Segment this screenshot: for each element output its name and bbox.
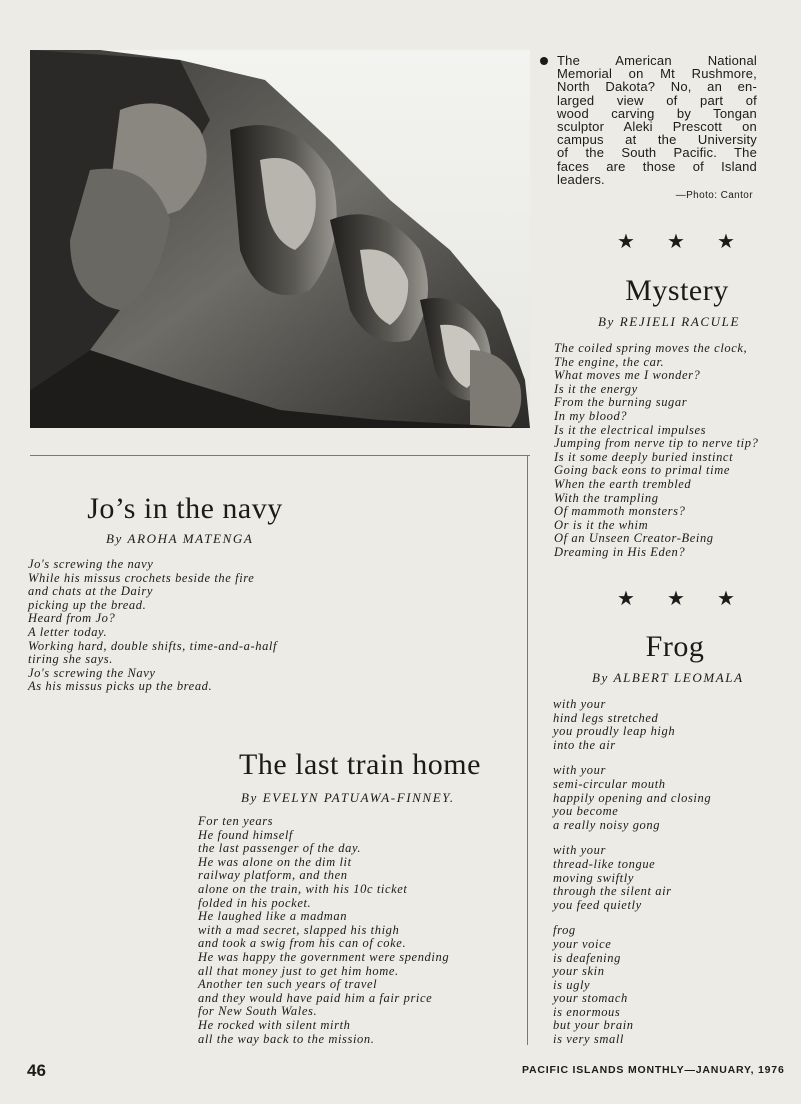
- poem-line: picking up the bread.: [28, 597, 147, 612]
- poem-line: For ten years: [198, 814, 274, 828]
- publication-footer: PACIFIC ISLANDS MONTHLY—JANUARY, 1976: [522, 1064, 785, 1076]
- poem-line: is very small: [553, 1032, 624, 1047]
- poem-stanza: [553, 764, 711, 832]
- poem-line: but your brain: [553, 1018, 634, 1033]
- poem-line: frog: [553, 923, 576, 938]
- poem-line: He found himself: [198, 827, 294, 842]
- caption-line: larged view of part of: [557, 92, 757, 108]
- poem-line: all the way back to the mission.: [198, 1031, 375, 1046]
- poem-line: While his missus crochets beside the fire: [28, 570, 255, 585]
- page-number: 46: [27, 1061, 46, 1080]
- poem-line: thread-like tongue: [553, 856, 656, 871]
- frog-title: Frog: [645, 630, 705, 663]
- poem-line: He laughed like a madman: [198, 909, 348, 924]
- star-icon: ★: [717, 229, 735, 253]
- photo-caption: [557, 54, 757, 186]
- poem-line: Of mammoth monsters?: [554, 504, 686, 519]
- poem-line: and took a swig from his can of coke.: [198, 936, 407, 951]
- poem-line: railway platform, and then: [198, 868, 348, 883]
- star-icon: ★: [617, 229, 635, 253]
- poem-line: Or is it the whim: [554, 517, 649, 532]
- mystery-byline: By REJIELI RACULE: [598, 314, 741, 329]
- poem-line: With the trampling: [554, 490, 659, 505]
- navy-poem: [28, 558, 277, 694]
- poem-line: tiring she says.: [28, 652, 113, 667]
- poem-line: with your: [553, 697, 606, 711]
- poem-line: happily opening and closing: [553, 790, 712, 805]
- poem-line: a really noisy gong: [553, 817, 661, 832]
- poem-line: for New South Wales.: [198, 1004, 318, 1019]
- poem-line: your skin: [553, 964, 605, 979]
- column-divider: [527, 455, 528, 1045]
- poem-line: From the burning sugar: [554, 395, 688, 410]
- poem-line: you proudly leap high: [553, 724, 676, 739]
- poem-line: Is it some deeply buried instinct: [554, 449, 734, 464]
- poem-line: A letter today.: [28, 624, 108, 639]
- train-poem: [198, 815, 449, 1046]
- poem-line: into the air: [553, 737, 616, 752]
- poem-line: The engine, the car.: [554, 354, 665, 369]
- poem-line: Going back eons to primal time: [554, 463, 730, 478]
- poem-stanza: [553, 698, 711, 752]
- caption-line: sculptor Aleki Prescott on: [557, 119, 757, 135]
- poem-line: Dreaming in His Eden?: [554, 544, 686, 559]
- poem-line: your voice: [553, 936, 612, 951]
- poem-line: semi-circular mouth: [553, 776, 666, 791]
- poem-line: Is it the energy: [554, 381, 638, 396]
- caption-line: leaders.: [557, 171, 605, 187]
- poem-line: the last passenger of the day.: [198, 841, 362, 856]
- poem-line: with your: [553, 763, 606, 778]
- frog-poem: [553, 698, 711, 1059]
- caption-line: Memorial on Mt Rushmore,: [557, 66, 757, 82]
- poem-line: He rocked with silent mirth: [198, 1017, 351, 1032]
- train-title: The last train home: [239, 748, 481, 781]
- mystery-title: Mystery: [625, 274, 729, 307]
- caption-line: North Dakota? No, an en-: [557, 79, 757, 95]
- poem-line: When the earth trembled: [554, 476, 692, 491]
- poem-line: Is it the electrical impulses: [554, 422, 707, 437]
- poem-line: you become: [553, 804, 619, 819]
- poem-line: is deafening: [553, 950, 621, 965]
- navy-byline: By AROHA MATENGA: [106, 531, 254, 546]
- caption-line: faces are those of Island: [557, 158, 757, 174]
- poem-line: you feed quietly: [553, 897, 642, 912]
- poem-line: all that money just to get him home.: [198, 963, 399, 978]
- train-byline: By EVELYN PATUAWA-FINNEY.: [241, 790, 455, 805]
- star-icon: ★: [617, 586, 635, 610]
- poem-line: The coiled spring moves the clock,: [554, 341, 748, 355]
- poem-line: In my blood?: [554, 408, 628, 423]
- poem-line: Of an Unseen Creator-Being: [554, 531, 714, 546]
- poem-line: As his missus picks up the bread.: [28, 679, 213, 694]
- poem-line: Heard from Jo?: [28, 611, 116, 626]
- poem-line: Jo's screwing the navy: [28, 557, 154, 571]
- bullet-icon: [540, 57, 548, 65]
- poem-line: Jumping from nerve tip to nerve tip?: [554, 436, 759, 451]
- star-icon: ★: [717, 586, 735, 610]
- star-divider: [601, 229, 751, 253]
- star-icon: ★: [667, 229, 685, 253]
- poem-stanza: [553, 844, 711, 912]
- poem-line: alone on the train, with his 10c ticket: [198, 881, 408, 896]
- caption-line: The American National: [557, 53, 757, 68]
- poem-stanza: [553, 924, 711, 1046]
- wood-carving-image: [30, 50, 530, 428]
- star-icon: ★: [667, 586, 685, 610]
- poem-line: hind legs stretched: [553, 710, 659, 725]
- star-divider: [601, 586, 751, 610]
- poem-line: Working hard, double shifts, time-and-a-half: [28, 638, 278, 653]
- photo-credit: —Photo: Cantor: [675, 190, 753, 201]
- poem-line: and they would have paid him a fair price: [198, 990, 433, 1005]
- poem-line: He was alone on the dim lit: [198, 854, 352, 869]
- poem-line: through the silent air: [553, 884, 672, 899]
- poem-line: moving swiftly: [553, 870, 634, 885]
- poem-line: Another ten such years of travel: [198, 977, 378, 992]
- section-divider: [30, 455, 530, 456]
- caption-line: wood carving by Tongan: [557, 105, 757, 121]
- poem-line: with your: [553, 843, 606, 858]
- frog-byline: By ALBERT LEOMALA: [592, 670, 744, 685]
- poem-line: What moves me I wonder?: [554, 368, 701, 383]
- poem-line: with a mad secret, slapped his thigh: [198, 922, 400, 937]
- poem-line: is ugly: [553, 977, 591, 992]
- mystery-poem: [554, 342, 758, 560]
- caption-line: of the South Pacific. The: [557, 145, 757, 161]
- carving-photo: [30, 50, 530, 428]
- poem-line: folded in his pocket.: [198, 895, 312, 910]
- poem-line: He was happy the government were spending: [198, 949, 450, 964]
- poem-line: Jo's screwing the Navy: [28, 665, 156, 680]
- poem-line: and chats at the Dairy: [28, 584, 153, 599]
- poem-line: is enormous: [553, 1004, 621, 1019]
- navy-title: Jo’s in the navy: [87, 492, 283, 525]
- caption-line: campus at the University: [557, 132, 757, 148]
- poem-line: your stomach: [553, 991, 628, 1006]
